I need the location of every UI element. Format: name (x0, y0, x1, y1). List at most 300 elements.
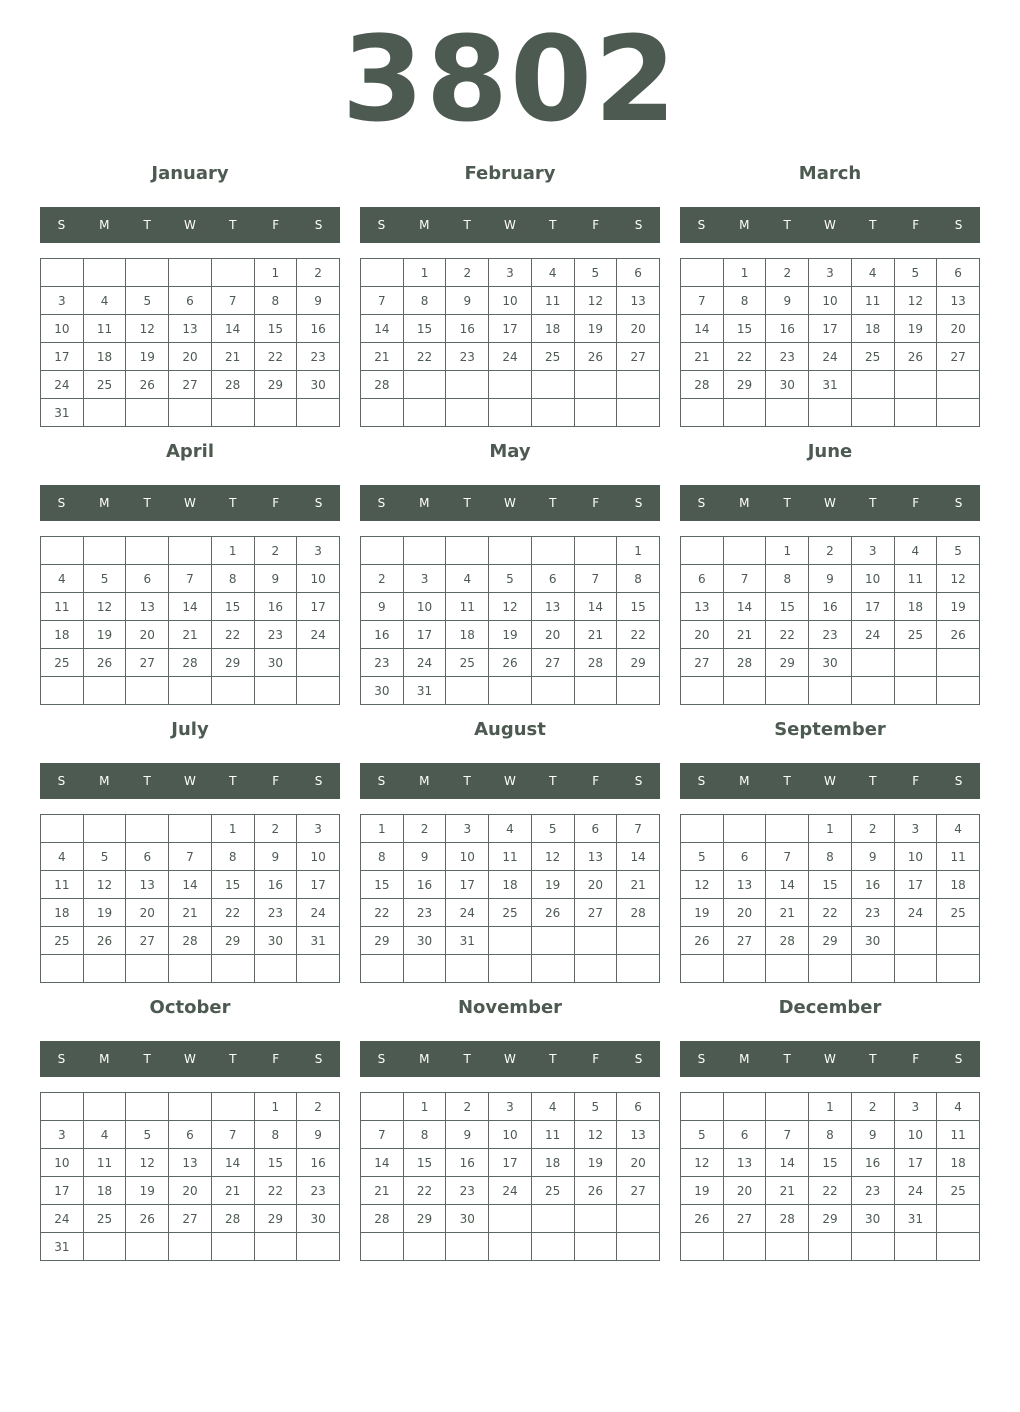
day-cell: 12 (83, 593, 126, 621)
day-cell (297, 677, 340, 705)
day-cell: 23 (851, 899, 894, 927)
day-cell: 14 (723, 593, 766, 621)
weekday-label: W (504, 496, 516, 510)
day-cell: 17 (489, 315, 532, 343)
day-cell: 29 (766, 649, 809, 677)
week-row (681, 815, 980, 843)
day-cell: 1 (766, 537, 809, 565)
day-cell: 7 (617, 815, 660, 843)
weekday-header (680, 207, 980, 243)
day-cell: 11 (41, 593, 84, 621)
weekday-label: S (314, 774, 323, 788)
day-cell: 25 (937, 899, 980, 927)
weekday-label: W (184, 1052, 196, 1066)
day-cell: 19 (681, 899, 724, 927)
weekday-label: S (954, 1052, 963, 1066)
week-row (41, 259, 340, 287)
day-cell (617, 955, 660, 983)
day-cell (403, 537, 446, 565)
day-cell: 4 (937, 815, 980, 843)
day-cell (723, 815, 766, 843)
day-cell: 2 (851, 1093, 894, 1121)
week-row (361, 593, 660, 621)
day-cell: 16 (254, 593, 297, 621)
day-cell (766, 1093, 809, 1121)
week-row (681, 1233, 980, 1261)
day-cell: 18 (851, 315, 894, 343)
week-row (361, 955, 660, 983)
month-name: October (149, 997, 231, 1018)
day-cell: 30 (809, 649, 852, 677)
week-row (361, 259, 660, 287)
day-cell (574, 927, 617, 955)
day-cell: 24 (809, 343, 852, 371)
day-cell: 7 (723, 565, 766, 593)
day-cell: 10 (297, 565, 340, 593)
day-cell: 25 (937, 1177, 980, 1205)
day-cell: 10 (403, 593, 446, 621)
day-cell: 12 (574, 287, 617, 315)
day-cell: 26 (83, 649, 126, 677)
day-cell: 28 (361, 371, 404, 399)
day-cell (681, 399, 724, 427)
day-cell: 16 (297, 315, 340, 343)
day-cell: 8 (617, 565, 660, 593)
day-cell: 23 (446, 343, 489, 371)
weekday-label: F (592, 218, 600, 232)
day-cell: 13 (937, 287, 980, 315)
day-cell: 21 (211, 343, 254, 371)
day-cell: 17 (851, 593, 894, 621)
day-cell: 2 (254, 815, 297, 843)
weekday-label: T (143, 774, 151, 788)
week-row (681, 399, 980, 427)
day-cell (41, 677, 84, 705)
week-row (361, 1093, 660, 1121)
day-cell (766, 815, 809, 843)
day-cell: 20 (723, 899, 766, 927)
day-cell: 26 (126, 1205, 169, 1233)
day-cell (531, 927, 574, 955)
day-cell: 12 (574, 1121, 617, 1149)
day-cell: 17 (489, 1149, 532, 1177)
day-cell: 10 (894, 843, 937, 871)
week-row (41, 899, 340, 927)
month-name: March (798, 163, 862, 184)
weekday-label: T (869, 218, 877, 232)
day-cell: 20 (723, 1177, 766, 1205)
day-cell (126, 677, 169, 705)
day-cell (617, 1233, 660, 1261)
day-cell (83, 399, 126, 427)
day-cell: 28 (169, 927, 212, 955)
weekday-label: M (99, 496, 110, 510)
day-cell: 11 (851, 287, 894, 315)
day-cell: 7 (681, 287, 724, 315)
weekday-label: T (869, 496, 877, 510)
weekday-label: S (314, 1052, 323, 1066)
day-cell: 24 (41, 371, 84, 399)
day-cell: 4 (83, 287, 126, 315)
week-row (681, 899, 980, 927)
day-grid (680, 258, 980, 427)
week-row (681, 927, 980, 955)
weekday-header (680, 485, 980, 521)
day-cell: 5 (531, 815, 574, 843)
day-cell: 19 (126, 343, 169, 371)
day-cell: 30 (851, 927, 894, 955)
week-row (41, 287, 340, 315)
day-cell (723, 537, 766, 565)
day-cell (723, 399, 766, 427)
weekday-label: W (824, 218, 836, 232)
day-cell: 16 (254, 871, 297, 899)
day-cell: 26 (83, 927, 126, 955)
weekday-label: F (592, 774, 600, 788)
day-cell: 13 (126, 871, 169, 899)
day-cell: 30 (403, 927, 446, 955)
day-cell: 27 (723, 1205, 766, 1233)
day-cell (681, 1233, 724, 1261)
day-cell: 6 (169, 287, 212, 315)
day-cell: 29 (809, 1205, 852, 1233)
weekday-label: T (229, 1052, 237, 1066)
day-cell: 7 (169, 843, 212, 871)
day-cell: 22 (254, 343, 297, 371)
day-cell: 3 (403, 565, 446, 593)
weekday-label: W (824, 1052, 836, 1066)
day-cell (126, 399, 169, 427)
day-cell (169, 1233, 212, 1261)
week-row (361, 343, 660, 371)
week-row (681, 1177, 980, 1205)
day-cell: 13 (723, 1149, 766, 1177)
weekday-label: S (314, 496, 323, 510)
weekday-label: T (869, 774, 877, 788)
day-cell: 12 (937, 565, 980, 593)
day-cell: 13 (617, 287, 660, 315)
day-cell: 28 (617, 899, 660, 927)
day-cell (254, 955, 297, 983)
day-cell (574, 677, 617, 705)
day-cell: 9 (851, 1121, 894, 1149)
day-cell (809, 399, 852, 427)
weekday-label: S (377, 1052, 386, 1066)
day-cell (574, 537, 617, 565)
week-row (41, 1149, 340, 1177)
day-cell: 12 (531, 843, 574, 871)
weekday-label: M (739, 218, 750, 232)
day-cell (446, 371, 489, 399)
weekday-label: W (504, 1052, 516, 1066)
day-cell: 15 (254, 1149, 297, 1177)
day-grid (680, 536, 980, 705)
day-cell: 9 (254, 565, 297, 593)
week-row (361, 565, 660, 593)
day-cell: 12 (681, 871, 724, 899)
week-row (41, 871, 340, 899)
day-cell: 15 (254, 315, 297, 343)
day-cell: 3 (489, 1093, 532, 1121)
weekday-label: S (314, 218, 323, 232)
day-cell: 25 (489, 899, 532, 927)
day-cell (681, 815, 724, 843)
day-cell: 18 (937, 871, 980, 899)
weekday-label: S (954, 774, 963, 788)
day-cell: 7 (211, 1121, 254, 1149)
day-cell (894, 399, 937, 427)
weekday-label: T (143, 1052, 151, 1066)
day-cell: 18 (937, 1149, 980, 1177)
day-cell: 2 (446, 1093, 489, 1121)
day-cell: 18 (41, 621, 84, 649)
day-cell (211, 677, 254, 705)
day-cell: 21 (766, 899, 809, 927)
day-cell (681, 537, 724, 565)
day-cell: 7 (766, 1121, 809, 1149)
day-cell: 13 (617, 1121, 660, 1149)
day-cell: 24 (403, 649, 446, 677)
day-cell: 23 (809, 621, 852, 649)
day-cell: 18 (83, 1177, 126, 1205)
weekday-label: M (99, 1052, 110, 1066)
day-cell (851, 677, 894, 705)
weekday-label: F (912, 496, 920, 510)
day-cell (489, 537, 532, 565)
day-cell: 27 (126, 927, 169, 955)
week-row (681, 1121, 980, 1149)
day-cell: 3 (809, 259, 852, 287)
day-cell: 9 (403, 843, 446, 871)
day-cell (723, 1093, 766, 1121)
day-cell (403, 371, 446, 399)
day-cell: 30 (254, 649, 297, 677)
day-cell (446, 399, 489, 427)
weekday-label: T (463, 218, 471, 232)
day-cell: 16 (766, 315, 809, 343)
week-row (41, 1121, 340, 1149)
day-cell: 23 (361, 649, 404, 677)
weekday-label: F (592, 1052, 600, 1066)
day-cell: 15 (403, 315, 446, 343)
day-cell (41, 537, 84, 565)
day-grid (360, 1092, 660, 1261)
week-row (41, 621, 340, 649)
week-row (41, 815, 340, 843)
week-row (41, 1205, 340, 1233)
weekday-header (360, 763, 660, 799)
day-cell: 30 (851, 1205, 894, 1233)
week-row (361, 399, 660, 427)
day-cell (126, 259, 169, 287)
week-row (681, 955, 980, 983)
week-row (361, 1149, 660, 1177)
day-cell: 26 (894, 343, 937, 371)
day-cell (489, 677, 532, 705)
weekday-label: T (463, 774, 471, 788)
weekday-label: S (697, 1052, 706, 1066)
day-cell: 8 (361, 843, 404, 871)
day-cell (126, 815, 169, 843)
day-cell: 3 (297, 815, 340, 843)
day-cell: 6 (723, 1121, 766, 1149)
day-cell: 3 (41, 287, 84, 315)
weekday-label: S (377, 218, 386, 232)
day-cell: 19 (126, 1177, 169, 1205)
day-cell (83, 1233, 126, 1261)
day-cell (617, 677, 660, 705)
day-cell (83, 955, 126, 983)
day-cell (851, 1233, 894, 1261)
day-cell: 16 (851, 871, 894, 899)
day-cell: 7 (361, 287, 404, 315)
day-cell: 24 (297, 621, 340, 649)
day-cell (894, 1233, 937, 1261)
day-cell: 14 (617, 843, 660, 871)
day-cell: 12 (126, 315, 169, 343)
day-cell: 15 (211, 593, 254, 621)
day-cell: 25 (41, 649, 84, 677)
week-row (41, 593, 340, 621)
day-cell (211, 1093, 254, 1121)
day-cell (617, 1205, 660, 1233)
day-cell: 8 (809, 1121, 852, 1149)
day-cell: 11 (446, 593, 489, 621)
day-cell (41, 259, 84, 287)
day-cell: 3 (851, 537, 894, 565)
day-cell: 27 (617, 343, 660, 371)
week-row (41, 843, 340, 871)
day-cell: 17 (894, 1149, 937, 1177)
day-cell: 22 (361, 899, 404, 927)
day-cell (297, 1233, 340, 1261)
day-cell (574, 371, 617, 399)
day-cell (617, 399, 660, 427)
day-cell (489, 371, 532, 399)
weekday-label: T (783, 1052, 791, 1066)
day-cell (361, 537, 404, 565)
day-cell: 8 (254, 287, 297, 315)
day-cell: 2 (254, 537, 297, 565)
weekday-label: T (143, 218, 151, 232)
day-cell: 20 (126, 899, 169, 927)
day-cell: 2 (809, 537, 852, 565)
weekday-label: S (697, 218, 706, 232)
day-cell: 31 (446, 927, 489, 955)
day-cell (403, 1233, 446, 1261)
day-cell: 31 (809, 371, 852, 399)
day-cell (41, 1093, 84, 1121)
weekday-label: W (504, 774, 516, 788)
weekday-label: S (57, 496, 66, 510)
day-cell: 5 (126, 1121, 169, 1149)
day-cell: 29 (254, 371, 297, 399)
day-cell: 26 (937, 621, 980, 649)
weekday-label: S (954, 496, 963, 510)
day-cell: 6 (617, 259, 660, 287)
day-cell: 14 (361, 315, 404, 343)
day-cell (211, 399, 254, 427)
day-cell: 5 (574, 259, 617, 287)
weekday-label: T (783, 496, 791, 510)
day-cell (531, 955, 574, 983)
day-cell (531, 371, 574, 399)
day-cell: 6 (574, 815, 617, 843)
day-cell (617, 927, 660, 955)
day-cell: 25 (531, 343, 574, 371)
weekday-label: T (143, 496, 151, 510)
day-cell: 15 (723, 315, 766, 343)
day-cell: 23 (766, 343, 809, 371)
day-cell: 22 (403, 343, 446, 371)
day-cell: 14 (361, 1149, 404, 1177)
day-cell: 15 (403, 1149, 446, 1177)
week-row (681, 593, 980, 621)
day-cell: 17 (41, 1177, 84, 1205)
day-cell (937, 955, 980, 983)
weekday-label: M (99, 218, 110, 232)
day-cell (254, 677, 297, 705)
day-cell: 13 (681, 593, 724, 621)
day-cell: 27 (169, 1205, 212, 1233)
day-cell (531, 1233, 574, 1261)
weekday-header (680, 1041, 980, 1077)
week-row (41, 649, 340, 677)
day-cell: 16 (297, 1149, 340, 1177)
day-cell: 31 (894, 1205, 937, 1233)
weekday-label: W (184, 218, 196, 232)
day-cell: 8 (211, 565, 254, 593)
weekday-header (360, 1041, 660, 1077)
day-cell: 31 (41, 1233, 84, 1261)
weekday-label: W (824, 774, 836, 788)
week-row (41, 955, 340, 983)
week-row (41, 1233, 340, 1261)
day-cell: 19 (83, 899, 126, 927)
day-cell: 29 (211, 649, 254, 677)
day-cell: 11 (531, 1121, 574, 1149)
day-cell: 22 (211, 899, 254, 927)
day-cell: 1 (809, 1093, 852, 1121)
day-cell (531, 399, 574, 427)
day-cell: 17 (809, 315, 852, 343)
day-grid (40, 536, 340, 705)
day-grid (360, 536, 660, 705)
day-cell: 27 (617, 1177, 660, 1205)
weekday-label: W (184, 496, 196, 510)
day-cell: 17 (297, 593, 340, 621)
day-cell (169, 537, 212, 565)
day-cell: 28 (211, 371, 254, 399)
day-cell: 10 (851, 565, 894, 593)
month-name: December (778, 997, 882, 1018)
day-cell: 5 (937, 537, 980, 565)
day-cell: 9 (809, 565, 852, 593)
day-cell: 20 (126, 621, 169, 649)
day-cell: 6 (531, 565, 574, 593)
day-cell: 29 (403, 1205, 446, 1233)
day-cell: 25 (851, 343, 894, 371)
day-cell: 25 (41, 927, 84, 955)
weekday-label: S (377, 496, 386, 510)
day-cell: 20 (531, 621, 574, 649)
day-cell: 30 (446, 1205, 489, 1233)
day-cell: 17 (41, 343, 84, 371)
day-cell (937, 677, 980, 705)
day-cell: 24 (446, 899, 489, 927)
week-row (41, 343, 340, 371)
month-name: November (457, 997, 563, 1018)
